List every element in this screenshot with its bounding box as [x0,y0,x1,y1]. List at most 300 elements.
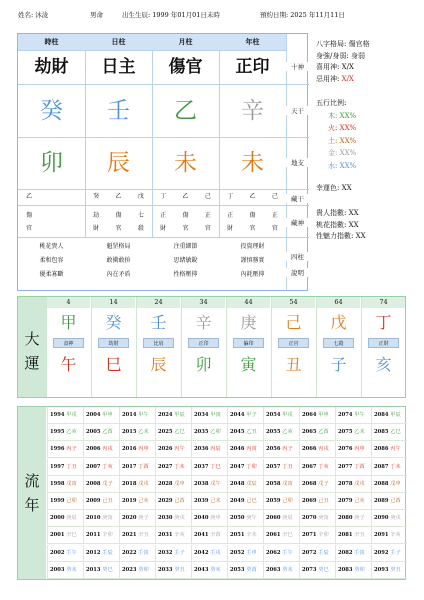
liunian-ganzhi: 辛亥 [390,532,401,539]
liunian-year: 1998 [50,480,67,487]
liunian-year: 2025 [158,429,175,436]
liunian-ganzhi: 己丑 [102,498,113,504]
liunian-ganzhi: 甲辰 [174,412,185,418]
liunian-cell [83,562,119,579]
liunian-cell [155,527,191,544]
shensha-text: 魁罡格局 [106,243,131,250]
cangshen-cell [130,209,152,235]
liunian-ganzhi: 乙酉 [102,429,113,436]
liunian-cell [83,493,119,510]
cangshen-char: 財 [160,225,167,232]
liunian-cell [299,407,335,424]
dayun-shishen: 比肩 [143,338,174,348]
appointment-label: 預約日期: 2025 年11月11日 [260,11,345,19]
zanggan-char: 乙 [26,193,33,200]
liunian-ganzhi: 甲申 [318,412,329,418]
liunian-year: 1999 [50,498,67,504]
liunian-cell [155,545,191,562]
liunian-ganzhi: 癸未 [66,566,77,573]
pillar-shishen: 劫財 [34,57,69,77]
liunian-year: 2015 [122,429,139,436]
liunian-year: 2045 [230,429,247,436]
liunian-year: 2019 [122,498,139,504]
liunian-year: 2065 [302,429,319,436]
pillar-dizhi: 未 [241,150,264,176]
liunian-ganzhi: 丙申 [138,446,149,453]
liunian-ganzhi: 丁卯 [246,463,257,470]
liunian-ganzhi: 庚子 [138,515,149,522]
pillar-shishen: 傷官 [168,57,203,77]
liunian-year: 2053 [230,566,247,573]
pillar-tiangan: 癸 [40,98,63,124]
liunian-year: 2052 [230,549,247,556]
liunian-year: 2028 [158,480,175,487]
dayun-column [271,297,315,397]
liunian-ganzhi: 辛巳 [282,532,293,539]
liunian-cell [299,562,335,579]
liunian-year: 2026 [158,446,175,453]
liunian-year: 2072 [302,549,319,556]
liunian-ganzhi: 甲申 [102,412,113,418]
liunian-ganzhi: 壬寅 [138,549,149,556]
index-panel [316,208,366,243]
zanggan-char: 戊 [137,193,144,200]
liunian-cell [371,407,407,424]
dayun-age: 34 [182,297,225,308]
liunian-cell [119,545,155,562]
pillar-tiangan: 乙 [174,98,197,124]
liunian-cell [263,545,299,562]
liunian-cell [155,441,191,458]
liunian-year: 2010 [86,515,103,522]
dayun-shishen: 七殺 [323,338,354,348]
liunian-year: 2038 [194,480,211,487]
side-label-shishen: 十神 [286,62,309,71]
liunian-cell [263,441,299,458]
liunian-year: 2033 [158,566,175,573]
liunian-cell [227,493,263,510]
cangshen-char: 七 [137,212,144,219]
liunian-cell [299,493,335,510]
liunian-cell [47,459,83,476]
liunian-ganzhi: 癸丑 [174,566,185,573]
liunian-ganzhi: 丁未 [390,463,401,470]
liunian-cell [335,545,371,562]
liunian-cell [155,476,191,493]
wuxing-title: 五行比例: [316,99,347,107]
liunian-ganzhi: 戊寅 [66,480,77,487]
liunian-cell [335,424,371,441]
dayun-dizhi: 辰 [150,355,167,374]
liunian-year: 2069 [302,498,319,504]
liunian-year: 2059 [266,498,283,504]
liunian-year: 2067 [302,463,319,470]
liunian-year: 2090 [374,515,391,522]
cangshen-char: 官 [271,225,278,232]
liunian-ganzhi: 癸酉 [246,566,257,573]
summary-panel [316,39,370,85]
shensha-text: 投資理財 [240,243,265,250]
liunian-cell [119,424,155,441]
liunian-year: 1997 [50,463,67,470]
liunian-year: 2061 [266,532,283,539]
liunian-cell [263,493,299,510]
liunian-ganzhi: 乙丑 [246,429,257,436]
liunian-cell [227,476,263,493]
liunian-year: 2076 [338,446,355,453]
wuxing-panel [316,98,356,172]
liunian-year: 2058 [266,480,283,487]
liunian-ganzhi: 丙午 [174,446,185,453]
dayun-dizhi: 丑 [285,355,302,374]
liunian-cell [191,562,227,579]
dayun-age: 74 [362,297,405,308]
liunian-ganzhi: 壬寅 [354,549,365,556]
liunian-year: 2078 [338,480,355,487]
liunian-ganzhi: 丁酉 [138,463,149,470]
liunian-ganzhi: 甲午 [354,412,365,418]
liunian-cell [155,493,191,510]
liunian-cell [47,545,83,562]
dayun-shishen: 正財 [368,338,399,348]
dayun-table [17,296,406,398]
liunian-cell [371,545,407,562]
liunian-ganzhi: 辛丑 [138,532,149,539]
liunian-cell [227,459,263,476]
shensha-text: 桃花貴人 [39,243,64,250]
liunian-year: 2013 [86,566,103,573]
liunian-ganzhi: 乙酉 [318,429,329,436]
pillar-shishen: 正印 [235,57,270,77]
zanggan-char: 癸 [93,193,100,200]
liunian-year: 2027 [158,463,175,470]
liunian-year: 2043 [194,566,211,573]
liunian-year: 2050 [230,515,247,522]
liunian-ganzhi: 乙卯 [210,429,221,436]
liunian-ganzhi: 丙申 [354,446,365,453]
liunian-year: 2006 [86,446,103,453]
liunian-year: 2073 [302,566,319,573]
liunian-cell [263,510,299,527]
dayun-label [18,297,46,397]
liunian-ganzhi: 丁亥 [318,463,329,470]
dayun-column [46,297,90,397]
liunian-ganzhi: 戊午 [210,480,221,487]
shensha-text: 注重細節 [173,243,198,250]
liunian-cell [227,527,263,544]
liunian-ganzhi: 丙子 [282,446,293,453]
liunian-cell [263,407,299,424]
liunian-cell [155,459,191,476]
birth-label: 出生生辰: 1999 年01月01日未時 [122,11,220,19]
liunian-ganzhi: 甲戌 [282,412,293,418]
cangshen-char: 劫 [93,212,100,219]
dayun-shishen: 劫財 [98,338,129,348]
cangshen-char: 正 [271,212,278,219]
liunian-ganzhi: 戊辰 [246,480,257,487]
liunian-cell [191,441,227,458]
liunian-ganzhi: 甲辰 [390,412,401,418]
liunian-year: 2086 [374,446,391,453]
liunian-cell [47,562,83,579]
jishen-value: X/X [341,74,354,83]
liunian-cell [335,441,371,458]
liunian-year: 2089 [374,498,391,504]
liunian-cell [155,562,191,579]
liunian-cell [299,527,335,544]
cangshen-char: 官 [26,225,33,232]
liunian-ganzhi: 壬午 [66,549,77,556]
liunian-cell [371,476,407,493]
liunian-ganzhi: 丁亥 [102,463,113,470]
liunian-cell [263,459,299,476]
wuxing-item: 火: XX% [328,124,357,132]
liunian-cell [83,527,119,544]
zanggan-char: 乙 [249,193,256,200]
liunian-ganzhi: 乙未 [138,429,149,436]
liunian-ganzhi: 庚午 [246,515,257,522]
dayun-column [136,297,180,397]
liunian-year: 2056 [266,446,283,453]
liunian-year: 2088 [374,480,391,487]
liunian-cell [371,562,407,579]
liunian-cell [299,476,335,493]
pillar-header: 時柱 [18,34,85,50]
cangshen-char: 財 [93,225,100,232]
dayun-column [361,297,405,397]
liunian-ganzhi: 己卯 [66,498,77,504]
liunian-ganzhi: 庚寅 [102,515,113,522]
liunian-ganzhi: 戊申 [174,480,185,487]
liunian-year: 2046 [230,446,247,453]
liunian-ganzhi: 壬辰 [102,549,113,556]
liunian-table [17,406,406,580]
liunian-year: 2003 [50,566,67,573]
liunian-year: 2040 [194,515,211,522]
liunian-year: 2018 [122,480,139,487]
liunian-ganzhi: 庚戌 [174,515,185,522]
liunian-ganzhi: 戊申 [390,480,401,487]
shensha-text: 敢衝敢拚 [106,257,131,264]
cangshen-char: 官 [182,225,189,232]
shensha-text: 內耗壓抑 [240,271,265,278]
liunian-ganzhi: 庚寅 [318,515,329,522]
dayun-column [181,297,225,397]
liunian-cell [47,424,83,441]
liunian-year: 1996 [50,446,67,453]
liunian-year: 2022 [122,549,139,556]
dayun-dizhi: 卯 [195,355,212,374]
cangshen-cell [152,209,174,235]
liunian-year: 2034 [194,412,211,418]
dayun-dizhi: 子 [330,355,347,374]
xiyong-text: 喜用神: X/X [316,63,354,71]
liunian-cell [371,441,407,458]
liunian-cell [155,407,191,424]
dayun-age: 14 [92,297,135,308]
pillar-tiangan: 辛 [241,98,264,124]
liunian-cell [83,441,119,458]
liunian-year: 2071 [302,532,319,539]
liunian-year: 2080 [338,515,355,522]
liunian-cell [83,407,119,424]
side-label-dizhi: 地支 [286,158,309,167]
dayun-tiangan: 癸 [105,313,122,332]
liunian-year: 2036 [194,446,211,453]
liunian-cell [83,476,119,493]
liunian-year: 1995 [50,429,67,436]
side-label-zanggan: 藏干 [286,194,309,203]
liunian-year: 2011 [86,532,103,539]
liunian-cell [191,424,227,441]
dayun-tiangan: 壬 [150,313,167,332]
liunian-cell [119,441,155,458]
liunian-cell [299,424,335,441]
geju-text: 八字格局: 傷官格 [316,40,370,48]
liunian-year: 2029 [158,498,175,504]
cangshen-char: 正 [204,212,211,219]
gender-label: 男命 [90,11,103,19]
dayun-tiangan: 丁 [375,313,392,332]
liunian-year: 2057 [266,463,283,470]
liunian-year: 2042 [194,549,211,556]
liunian-cell [335,527,371,544]
liunian-year: 2064 [302,412,319,418]
liunian-year: 2077 [338,463,355,470]
shensha-text: 柔和包容 [39,257,64,264]
zanggan-char: 乙 [182,193,189,200]
liunian-cell [83,510,119,527]
liunian-cell [47,441,83,458]
dayun-tiangan: 己 [285,313,302,332]
liunian-ganzhi: 癸卯 [354,566,365,573]
liunian-cell [227,510,263,527]
dayun-dizhi: 亥 [375,355,392,374]
dayun-age: 54 [272,297,315,308]
liunian-year: 2070 [302,515,319,522]
lucky-color: 幸運色: XX [316,184,352,192]
liunian-year: 2008 [86,480,103,487]
liunian-cell [371,527,407,544]
liunian-year: 2051 [230,532,247,539]
liunian-year: 2087 [374,463,391,470]
liunian-ganzhi: 丁巳 [210,463,221,470]
liunian-cell [371,459,407,476]
cangshen-char: 傷 [249,212,256,219]
liunian-cell [83,459,119,476]
guiren-index: 貴人指數: XX [316,209,359,217]
pillar-header: 年柱 [219,34,286,50]
liunian-year: 2031 [158,532,175,539]
liunian-year: 2081 [338,532,355,539]
liunian-ganzhi: 丙子 [66,446,77,453]
liunian-year: 2024 [158,412,175,418]
liunian-label-2: 年 [24,496,40,514]
liunian-cell [371,424,407,441]
liunian-cell [191,510,227,527]
liunian-ganzhi: 辛酉 [210,532,221,539]
liunian-cell [119,493,155,510]
shensha-cell [85,240,152,282]
liunian-ganzhi: 丁酉 [354,463,365,470]
cangshen-char: 傷 [26,212,33,219]
dayun-shishen: 正印 [188,338,219,348]
liunian-ganzhi: 癸亥 [210,566,221,573]
liunian-ganzhi: 丙戌 [102,446,113,453]
liunian-year: 2068 [302,480,319,487]
liunian-ganzhi: 甲子 [246,412,257,418]
zanggan-char: 丁 [227,193,234,200]
liunian-ganzhi: 己未 [210,498,221,504]
dayun-tiangan: 甲 [60,313,77,332]
liunian-ganzhi: 戊子 [102,480,113,487]
cangshen-char: 正 [227,212,234,219]
dayun-dizhi: 巳 [105,355,122,374]
liunian-year: 1994 [50,412,67,418]
liunian-ganzhi: 庚申 [210,515,221,522]
liunian-ganzhi: 乙巳 [390,429,401,436]
cangshen-cell [107,209,129,235]
liunian-ganzhi: 庚辰 [282,515,293,522]
liunian-year: 2023 [122,566,139,573]
liunian-ganzhi: 辛未 [246,532,257,539]
liunian-year: 2055 [266,429,283,436]
side-label-shuoming: 說明 [286,268,309,277]
liunian-cell [119,527,155,544]
liunian-year: 2020 [122,515,139,522]
liunian-cell [119,510,155,527]
liunian-cell [263,562,299,579]
liunian-year: 2047 [230,463,247,470]
liunian-cell [227,424,263,441]
liunian-ganzhi: 壬子 [390,549,401,556]
liunian-ganzhi: 己卯 [282,498,293,504]
liunian-cell [227,545,263,562]
meili-index: 性魅力指數: XX [316,232,366,240]
liunian-cell [83,545,119,562]
dayun-age: 64 [317,297,360,308]
dayun-dizhi: 午 [60,355,77,374]
liunian-ganzhi: 乙未 [354,429,365,436]
four-pillars-table [17,33,308,291]
pillar-header: 月柱 [152,34,219,50]
shensha-text: 謹慎務實 [240,257,265,264]
liunian-ganzhi: 癸巳 [318,566,329,573]
liunian-cell [335,510,371,527]
liunian-year: 2007 [86,463,103,470]
liunian-ganzhi: 丙午 [390,446,401,453]
dayun-shishen: 食神 [53,338,84,348]
liunian-ganzhi: 戊寅 [282,480,293,487]
liunian-ganzhi: 丁丑 [282,463,293,470]
liunian-cell [371,510,407,527]
zanggan-char: 己 [204,193,211,200]
liunian-ganzhi: 辛亥 [174,532,185,539]
liunian-year: 2012 [86,549,103,556]
liunian-year: 2082 [338,549,355,556]
liunian-cell [119,476,155,493]
liunian-cell [227,441,263,458]
liunian-label [18,407,46,579]
liunian-cell [299,510,335,527]
liunian-ganzhi: 甲戌 [66,412,77,418]
liunian-ganzhi: 癸丑 [390,566,401,573]
cangshen-char: 官 [249,225,256,232]
liunian-year: 2016 [122,446,139,453]
liunian-ganzhi: 壬戌 [210,549,221,556]
liunian-ganzhi: 壬子 [174,549,185,556]
pillar-shishen: 日主 [101,57,136,77]
